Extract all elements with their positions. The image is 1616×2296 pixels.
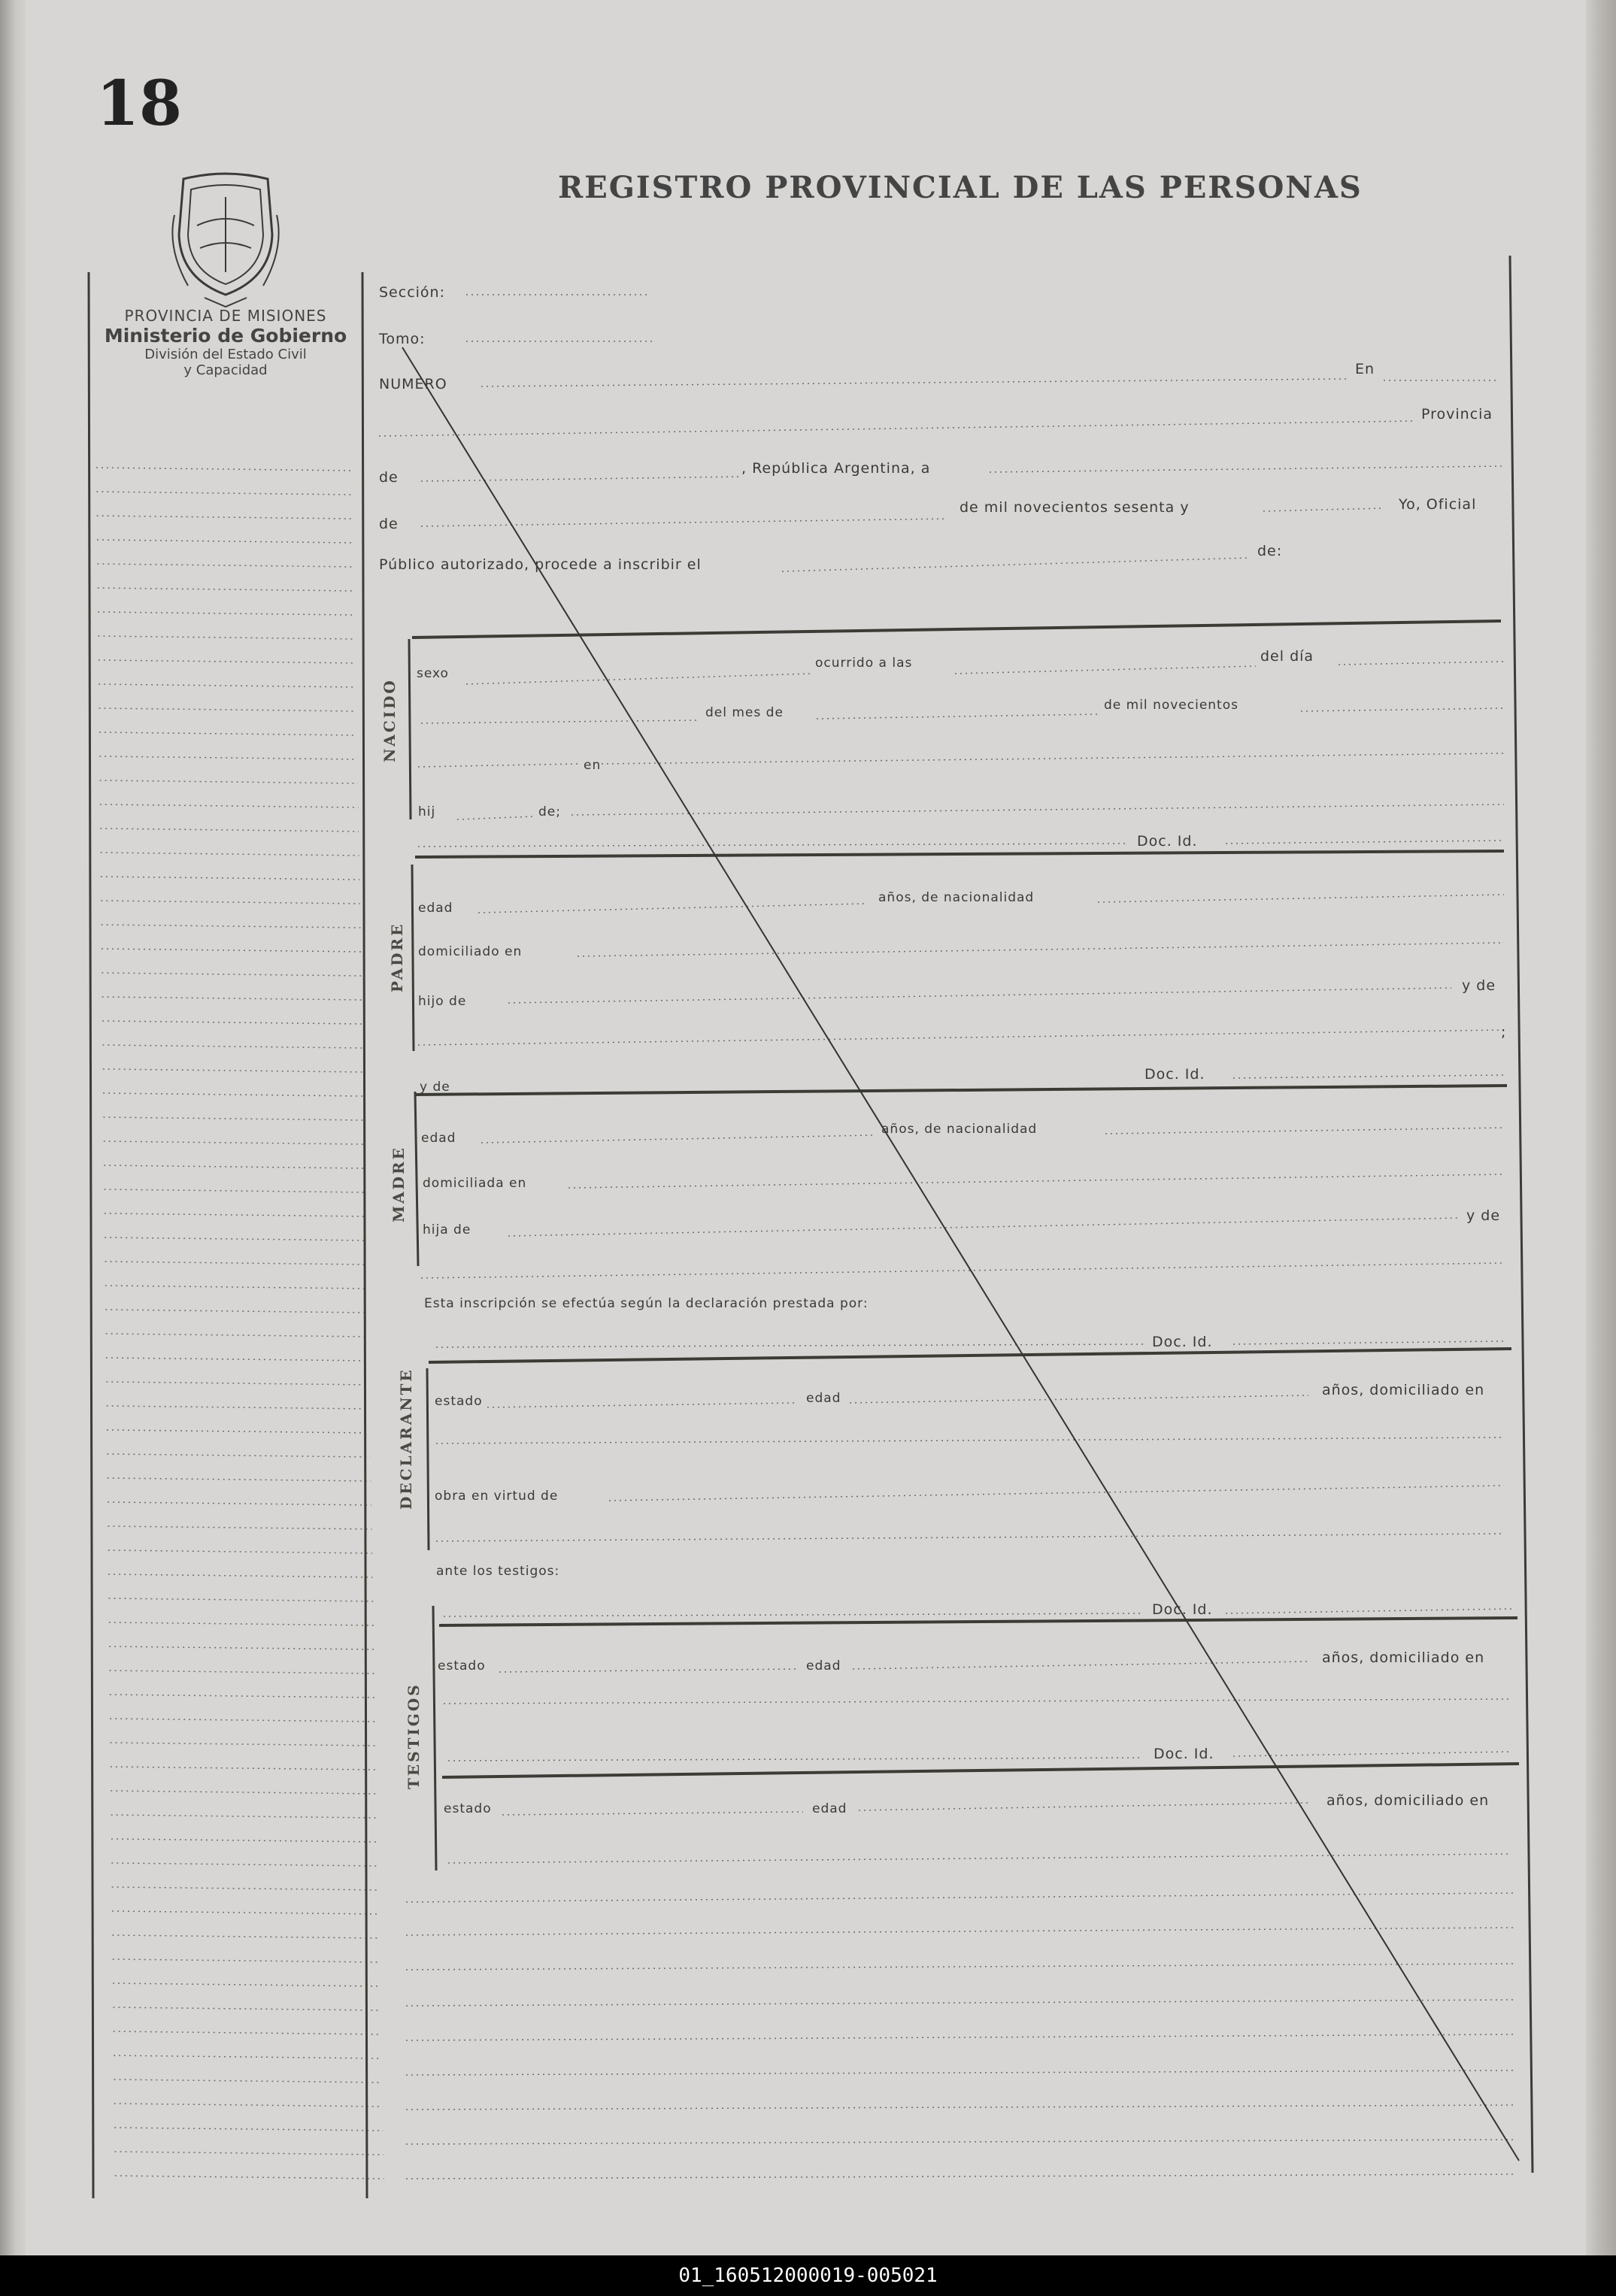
label-publico: Público autorizado, procede a inscribir el [379,556,702,573]
margin-rule [114,2031,381,2034]
padre-edad: edad [418,901,453,916]
margin-rule [107,1454,370,1457]
vertical-rule [1510,256,1533,2173]
margin-rule [97,564,353,567]
scan-caption: 01_160512000019-005021 [0,2255,1616,2296]
dotted-entry-line [481,1135,872,1143]
dotted-entry-line [602,753,1504,764]
dotted-entry-line [502,1812,803,1815]
section-rule [415,851,1504,857]
dotted-entry-line [1301,708,1504,711]
dotted-entry-line [444,1613,1143,1616]
dotted-entry-line [444,1699,1511,1704]
nacido-ocurrido: ocurrido a las [815,656,913,671]
margin-rule [114,2128,383,2131]
testigo1-edad: edad [806,1658,841,1674]
margin-rule [97,516,353,519]
padre-semicolon: ; [1501,1024,1507,1040]
dotted-entry-line [448,1758,1143,1761]
vertical-rule [433,1606,436,1870]
dotted-entry-line [466,674,812,684]
nacido-de-mil: de mil novecientos [1104,698,1239,713]
dotted-entry-line [1233,1341,1504,1344]
dotted-entry-line [379,421,1414,436]
dotted-entry-line [578,943,1504,956]
dotted-entry-line [508,988,1451,1003]
margin-rule [112,1935,379,1938]
margin-rule [114,2055,382,2058]
dotted-entry-line [418,764,579,767]
margin-rule [113,1983,381,1986]
margin-rule [102,997,362,1000]
dotted-entry-line [418,1030,1504,1045]
margin-rule [111,1815,377,1818]
dotted-entry-line [499,1669,797,1672]
dotted-entry-line [406,1893,1514,1902]
declarante-anios: años, domiciliado en [1322,1382,1485,1398]
margin-rule [97,540,353,543]
section-testigos: TESTIGOS [405,1683,423,1789]
dotted-entry-line [457,816,534,819]
declarante-estado: estado [435,1394,483,1409]
office-line-3: División del Estado Civil [144,347,307,362]
declarante-ante: ante los testigos: [436,1564,560,1579]
margin-rule [96,492,352,495]
margin-rule [102,1045,362,1048]
margin-rule [105,1189,366,1192]
margin-rule [99,732,357,735]
margin-rule [104,1165,365,1168]
padre-domiciliado: domiciliado en [418,944,523,959]
dotted-entry-line [406,2140,1514,2144]
dotted-entry-line [406,2000,1514,2006]
padre-y-de: y de [420,1080,450,1095]
vertical-rule [412,865,414,1051]
label-republica: , República Argentina, a [741,460,931,477]
dotted-entry-line [1226,1609,1511,1613]
office-line-1: PROVINCIA DE MISIONES [124,307,327,325]
margin-rule [108,1550,372,1553]
madre-hija: hija de [423,1222,471,1237]
margin-rule [111,1743,376,1746]
margin-rule [101,901,360,904]
margin-rule [108,1478,371,1481]
margin-rule [105,1213,366,1216]
dotted-entry-line [1233,1075,1504,1078]
margin-rule [112,1887,379,1890]
margin-rule [103,1117,364,1120]
dotted-entry-line [436,1344,1143,1347]
margin-rule [110,1671,375,1674]
dotted-entry-line [609,1486,1504,1501]
dotted-entry-line [406,2105,1514,2110]
dotted-entry-line [418,844,1128,847]
issuing-office [98,307,353,378]
margin-rule [108,1526,371,1529]
label-yo-oficial: Yo, Oficial [1399,496,1477,513]
madre-edad: edad [421,1131,456,1146]
dotted-entry-line [859,1803,1308,1810]
madre-domiciliada: domiciliada en [423,1176,527,1191]
margin-rule [101,853,359,856]
page-number: 18 [96,68,183,140]
dotted-entry-line [421,477,741,481]
vertical-rule [409,639,411,819]
dotted-entry-line [850,1395,1308,1403]
margin-rule [106,1382,369,1385]
nacido-hij: hij [418,804,436,819]
office-line-4: y Capacidad [183,362,268,378]
dotted-entry-line [1233,1752,1511,1756]
declaracion-text: Esta inscripción se efectúa según la declaración prestada por: [424,1296,869,1311]
margin-rule [114,2079,382,2082]
label-seccion: Sección: [379,284,445,301]
margin-rule [106,1358,368,1361]
margin-rule [108,1502,371,1505]
section-madre: MADRE [390,1146,408,1222]
margin-rule [98,636,355,639]
margin-rule [106,1334,368,1337]
label-tomo: Tomo: [379,331,426,347]
section-rule [429,1349,1511,1362]
vertical-rule [415,1092,418,1266]
vertical-rule [427,1368,429,1550]
margin-rule [109,1646,374,1649]
label-en: En [1355,361,1375,377]
padre-y-de-right: y de [1462,977,1496,994]
margin-rule [100,828,359,831]
dotted-entry-line [782,558,1248,571]
padre-anios: años, de nacionalidad [878,890,1035,905]
margin-rule [110,1695,375,1698]
testigo1-anios: años, domiciliado en [1322,1649,1485,1666]
margin-rule [98,612,355,615]
testigo2-anios: años, domiciliado en [1326,1792,1490,1809]
margin-rule [105,1310,368,1313]
margin-rule [102,973,361,976]
dotted-entry-line [853,1661,1308,1669]
dotted-entry-line [406,1964,1514,1970]
testigo1-estado: estado [438,1658,486,1674]
dotted-entry-line [421,1263,1504,1278]
dotted-entry-line [421,519,947,526]
nacido-del-mes: del mes de [705,705,784,720]
dotted-entry-line [406,2174,1514,2179]
label-de-2: de [379,516,399,532]
label-provincia: Provincia [1421,406,1493,423]
dotted-entry-line [990,466,1504,472]
margin-rule [99,684,356,687]
section-rule [439,1618,1517,1625]
label-de-colon: de: [1257,543,1283,559]
label-numero: NUMERO [379,376,447,392]
margin-rule [111,1791,377,1794]
label-de-mil-sesenta: de mil novecientos sesenta y [960,499,1190,516]
nacido-en: en [584,758,602,773]
solid-rules [89,256,1533,2198]
margin-rule [102,949,361,952]
margin-rule [98,588,354,591]
office-line-2: Ministerio de Gobierno [104,325,347,347]
section-declarante: DECLARANTE [397,1368,415,1510]
dotted-entry-line [406,2034,1514,2040]
margin-rule [114,2104,383,2107]
province-seal-icon [172,174,278,307]
margin-rule [104,1141,365,1144]
margin-rule [100,780,358,783]
margin-rule [103,1069,363,1072]
margin-rule [107,1406,370,1409]
declarante-doc-id: Doc. Id. [1152,1334,1213,1350]
margin-rule [115,2152,384,2155]
margin-rule [108,1598,373,1601]
margin-rule [99,756,357,759]
dotted-entry-line [448,1854,1511,1863]
dotted-entry-line [421,720,699,723]
vertical-rule [362,272,367,2198]
margin-rule [100,804,359,807]
margin-rule [112,1911,379,1914]
section-nacido: NACIDO [381,678,399,762]
dotted-entry-line [568,1174,1504,1188]
section-rule [442,1764,1519,1777]
dotted-entry-line [1105,1128,1504,1134]
dotted-entry-line [1098,895,1504,902]
margin-rule [103,1093,364,1096]
margin-rule [111,1767,377,1770]
dotted-entry-line [955,666,1256,674]
dotted-entry-line [436,1534,1504,1541]
testigo2-estado: estado [444,1801,492,1816]
section-padre: PADRE [388,922,406,992]
register-title: REGISTRO PROVINCIAL DE LAS PERSONAS [558,170,1363,205]
dotted-entry-line [508,1218,1459,1236]
margin-rule [102,1021,362,1024]
margin-rule [113,2007,381,2010]
dotted-entry-line [817,714,1098,719]
dotted-lines [96,295,1514,2179]
padre-hijo: hijo de [418,994,467,1009]
margin-rule [110,1719,375,1722]
nacido-del-dia: del día [1260,648,1314,665]
dotted-entry-line [572,804,1504,815]
vertical-rule [89,272,93,2198]
dotted-entry-line [1226,841,1504,844]
testigo2-edad: edad [812,1801,847,1816]
margin-rule [108,1574,373,1577]
padre-doc-id: Doc. Id. [1145,1066,1205,1083]
margin-rule [105,1237,366,1240]
margin-rule [99,708,357,711]
margin-rule [96,468,352,471]
margin-rule [109,1622,374,1625]
dotted-entry-line [481,379,1346,386]
nacido-sexo: sexo [417,666,449,681]
testigo2-doc-id: Doc. Id. [1154,1746,1214,1762]
margin-rule [111,1863,378,1866]
margin-rule [107,1430,370,1433]
margin-rule [105,1286,368,1289]
dotted-entry-line [1339,662,1504,665]
nacido-doc-id: Doc. Id. [1137,833,1198,850]
dotted-entry-line [406,1928,1514,1935]
dotted-entry-line [487,1403,797,1407]
margin-rule [111,1839,377,1842]
dotted-entry-line [1263,508,1384,511]
madre-y-de: y de [1466,1207,1501,1224]
margin-rule [113,1959,381,1962]
margin-rule [99,660,356,663]
dotted-entry-line [406,2070,1514,2075]
margin-rule [115,2176,384,2179]
madre-anios: años, de nacionalidad [881,1122,1038,1137]
margin-rule [101,877,359,880]
declarante-obra: obra en virtud de [435,1489,559,1504]
testigo1-doc-id: Doc. Id. [1152,1601,1213,1618]
dotted-entry-line [478,904,865,913]
margin-rule [102,925,361,928]
declarante-edad: edad [806,1391,841,1406]
section-rule [415,1086,1507,1095]
nacido-de: de; [538,804,561,819]
cancel-diagonal [402,347,1519,2161]
label-de-1: de [379,469,399,486]
dotted-entry-line [436,1437,1504,1443]
margin-rule [105,1262,367,1265]
